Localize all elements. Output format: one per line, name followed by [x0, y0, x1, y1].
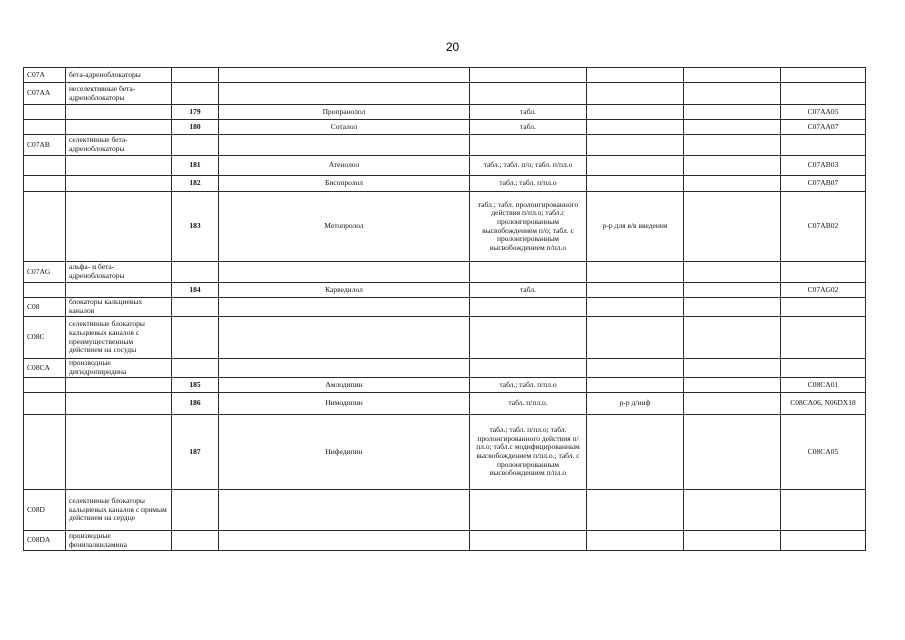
atc-code	[781, 135, 866, 156]
item-number	[172, 490, 219, 531]
drug-name: Нимодипин	[219, 393, 470, 415]
atc-group-name	[66, 283, 172, 298]
dosage-form: табл.; табл. п/пл.о	[470, 378, 587, 393]
dosage-form	[470, 317, 587, 359]
atc-group-code: C07AB	[24, 135, 66, 156]
dosage-form: табл.	[470, 105, 587, 120]
atc-group-code: C08CA	[24, 359, 66, 378]
empty-cell	[684, 135, 781, 156]
empty-cell	[684, 359, 781, 378]
atc-code: C07AB02	[781, 192, 866, 262]
drug-name: Соталол	[219, 120, 470, 135]
atc-group-name: селективные бета-адреноблокаторы	[66, 135, 172, 156]
atc-code	[781, 68, 866, 83]
atc-group-code	[24, 120, 66, 135]
drug-name	[219, 298, 470, 317]
dosage-form-extra	[587, 531, 684, 551]
table-row	[24, 317, 866, 359]
item-number	[172, 359, 219, 378]
atc-group-code: C07AG	[24, 262, 66, 283]
table-row	[24, 378, 866, 393]
dosage-form-extra: р-р д/инф	[587, 393, 684, 415]
item-number: 186	[172, 393, 219, 415]
drug-name: Нифедипин	[219, 415, 470, 490]
empty-cell	[684, 105, 781, 120]
empty-cell	[684, 531, 781, 551]
empty-cell	[684, 83, 781, 105]
empty-cell	[684, 490, 781, 531]
atc-group-code	[24, 156, 66, 176]
empty-cell	[684, 393, 781, 415]
item-number: 181	[172, 156, 219, 176]
empty-cell	[684, 176, 781, 192]
dosage-form-extra	[587, 415, 684, 490]
atc-code	[781, 490, 866, 531]
dosage-form-extra	[587, 68, 684, 83]
atc-code: C08CA01	[781, 378, 866, 393]
atc-group-code	[24, 393, 66, 415]
dosage-form-extra	[587, 83, 684, 105]
empty-cell	[684, 317, 781, 359]
table-row	[24, 359, 866, 378]
table-row	[24, 156, 866, 176]
table-row	[24, 531, 866, 551]
atc-group-name	[66, 192, 172, 262]
table-row	[24, 105, 866, 120]
atc-group-code	[24, 176, 66, 192]
atc-code	[781, 83, 866, 105]
atc-code	[781, 531, 866, 551]
dosage-form	[470, 531, 587, 551]
dosage-form-extra	[587, 120, 684, 135]
atc-code: C07AA07	[781, 120, 866, 135]
atc-code	[781, 359, 866, 378]
dosage-form-extra	[587, 490, 684, 531]
atc-group-code: C08	[24, 298, 66, 317]
dosage-form-extra	[587, 359, 684, 378]
table-body	[24, 68, 866, 551]
atc-group-name	[66, 415, 172, 490]
drug-name: Пропранолол	[219, 105, 470, 120]
atc-code	[781, 317, 866, 359]
table-row	[24, 68, 866, 83]
dosage-form: табл.; табл. п/о; табл. п/пл.о	[470, 156, 587, 176]
item-number: 187	[172, 415, 219, 490]
atc-group-code	[24, 283, 66, 298]
table-row	[24, 192, 866, 262]
atc-group-code	[24, 105, 66, 120]
atc-group-name	[66, 378, 172, 393]
table-row	[24, 415, 866, 490]
atc-group-code: C08D	[24, 490, 66, 531]
drug-name	[219, 359, 470, 378]
item-number	[172, 135, 219, 156]
table-row	[24, 490, 866, 531]
atc-group-code: C08DA	[24, 531, 66, 551]
dosage-form-extra	[587, 262, 684, 283]
dosage-form	[470, 68, 587, 83]
dosage-form	[470, 298, 587, 317]
dosage-form-extra	[587, 298, 684, 317]
empty-cell	[684, 156, 781, 176]
dosage-form	[470, 262, 587, 283]
dosage-form-extra	[587, 317, 684, 359]
table-row	[24, 120, 866, 135]
item-number: 180	[172, 120, 219, 135]
drug-name	[219, 68, 470, 83]
atc-code	[781, 262, 866, 283]
atc-code: C07AA05	[781, 105, 866, 120]
atc-code	[781, 298, 866, 317]
dosage-form: табл.	[470, 120, 587, 135]
table-row	[24, 83, 866, 105]
empty-cell	[684, 262, 781, 283]
atc-group-name	[66, 105, 172, 120]
dosage-form-extra	[587, 105, 684, 120]
atc-code: C07AG02	[781, 283, 866, 298]
drug-name: Амлодипин	[219, 378, 470, 393]
atc-group-code	[24, 415, 66, 490]
table-row	[24, 262, 866, 283]
dosage-form: табл. п/пл.о.	[470, 393, 587, 415]
atc-group-name: блокаторы кальциевых каналов	[66, 298, 172, 317]
dosage-form-extra: р-р для в/в введения	[587, 192, 684, 262]
atc-group-name: производные фенилалкиламина	[66, 531, 172, 551]
atc-group-name: альфа- и бета-адреноблокаторы	[66, 262, 172, 283]
drug-name	[219, 83, 470, 105]
drug-name	[219, 490, 470, 531]
table-row	[24, 176, 866, 192]
drug-name	[219, 262, 470, 283]
table-row	[24, 283, 866, 298]
atc-group-name	[66, 393, 172, 415]
item-number	[172, 83, 219, 105]
atc-group-name: производные дигидропиридина	[66, 359, 172, 378]
dosage-form	[470, 490, 587, 531]
empty-cell	[684, 192, 781, 262]
drug-name: Бисопролол	[219, 176, 470, 192]
item-number	[172, 317, 219, 359]
atc-group-name	[66, 120, 172, 135]
table-row	[24, 393, 866, 415]
atc-code: C07AB03	[781, 156, 866, 176]
dosage-form: табл.	[470, 283, 587, 298]
item-number	[172, 531, 219, 551]
dosage-form-extra	[587, 378, 684, 393]
atc-group-name	[66, 156, 172, 176]
drug-name: Атенолол	[219, 156, 470, 176]
atc-group-code	[24, 378, 66, 393]
item-number	[172, 298, 219, 317]
empty-cell	[684, 378, 781, 393]
atc-group-code	[24, 192, 66, 262]
atc-group-name	[66, 176, 172, 192]
dosage-form: табл.; табл. пролонгированного действия п/пл.о; табл.с пролонгированным высвобождением п/о; табл. с пролонгированным высвобождением п/пл.о	[470, 192, 587, 262]
item-number	[172, 262, 219, 283]
empty-cell	[684, 283, 781, 298]
atc-group-code: C08C	[24, 317, 66, 359]
atc-group-name: неселективные бета-адреноблокаторы	[66, 83, 172, 105]
empty-cell	[684, 120, 781, 135]
drug-name	[219, 135, 470, 156]
empty-cell	[684, 68, 781, 83]
empty-cell	[684, 298, 781, 317]
dosage-form	[470, 135, 587, 156]
atc-code: C07AB07	[781, 176, 866, 192]
page-number: 20	[445, 40, 460, 54]
dosage-form: табл.; табл. п/пл.о; табл. пролонгированного действия п/пл.о; табл.с модифицированным высвобождением п/пл.о.; табл. с пролонгированным высвобождением п/пл.о	[470, 415, 587, 490]
atc-group-code: C07A	[24, 68, 66, 83]
dosage-form-extra	[587, 283, 684, 298]
dosage-form-extra	[587, 156, 684, 176]
drug-name: Метопролол	[219, 192, 470, 262]
dosage-form-extra	[587, 135, 684, 156]
item-number: 185	[172, 378, 219, 393]
table-row	[24, 298, 866, 317]
dosage-form-extra	[587, 176, 684, 192]
atc-group-name: селективные блокаторы кальциевых каналов с прямым действием на сердце	[66, 490, 172, 531]
atc-group-name: бета-адреноблокаторы	[66, 68, 172, 83]
atc-group-code: C07AA	[24, 83, 66, 105]
atc-code: C08CA05	[781, 415, 866, 490]
drug-list-table	[23, 67, 866, 551]
item-number: 182	[172, 176, 219, 192]
dosage-form	[470, 83, 587, 105]
drug-name: Карведилол	[219, 283, 470, 298]
item-number: 183	[172, 192, 219, 262]
drug-name	[219, 531, 470, 551]
dosage-form: табл.; табл. п/пл.о	[470, 176, 587, 192]
item-number: 184	[172, 283, 219, 298]
atc-group-name: селективные блокаторы кальциевых каналов с преимущественным действием на сосуды	[66, 317, 172, 359]
empty-cell	[684, 415, 781, 490]
table-row	[24, 135, 866, 156]
dosage-form	[470, 359, 587, 378]
drug-name	[219, 317, 470, 359]
atc-code: C08CA06, N06DX18	[781, 393, 866, 415]
item-number: 179	[172, 105, 219, 120]
item-number	[172, 68, 219, 83]
